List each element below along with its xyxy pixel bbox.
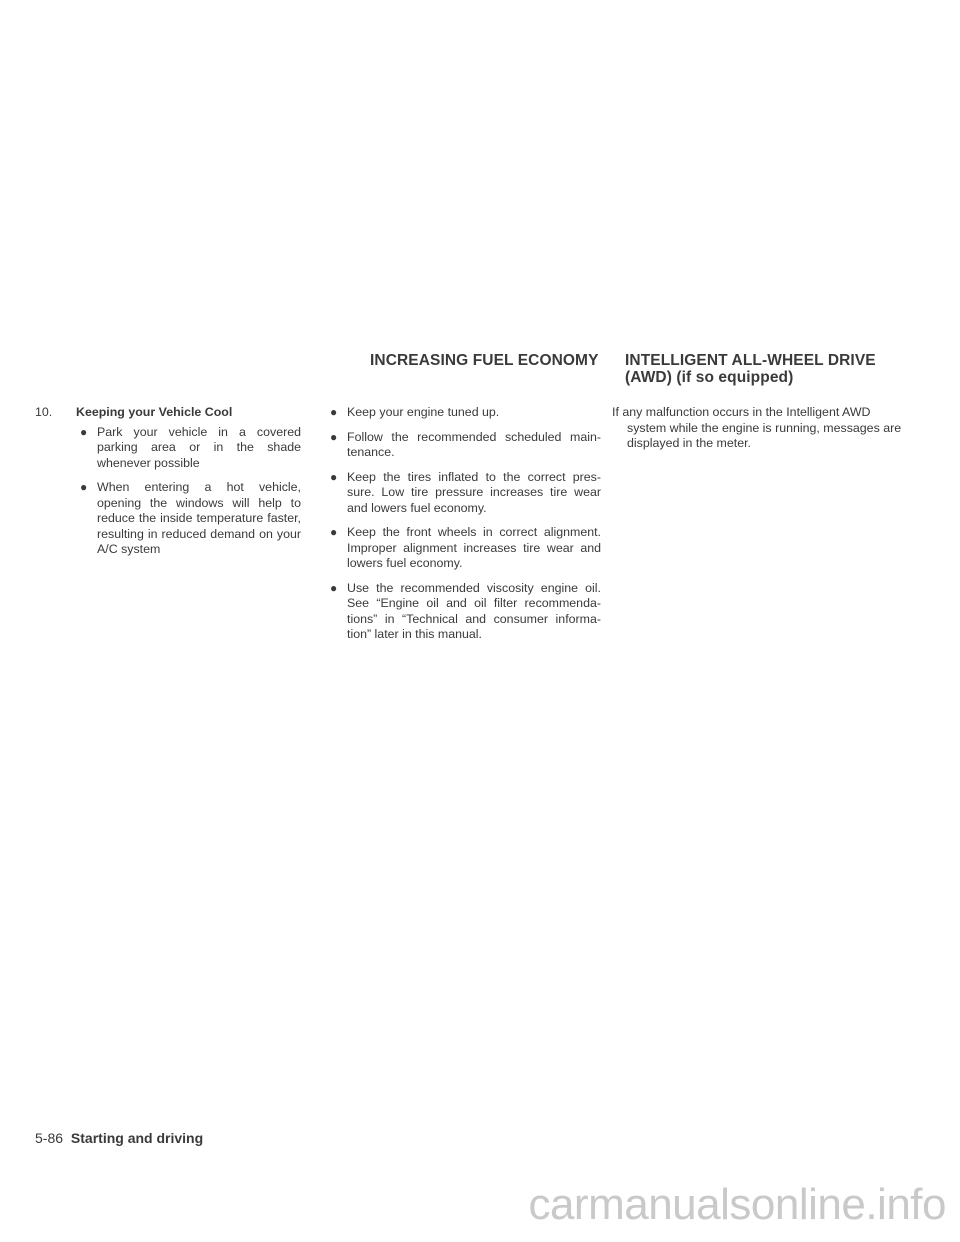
page-footer (35, 1130, 203, 1146)
bullet-icon: ● (330, 525, 338, 539)
page-number: 5-86 (35, 1130, 64, 1146)
heading-text: INCREASING FUEL ECONOMY (370, 352, 599, 369)
bullet-icon: ● (330, 469, 338, 484)
column-keeping-cool (35, 405, 301, 558)
list-item (326, 525, 601, 572)
list-item (326, 430, 601, 461)
column-awd-info (612, 405, 912, 452)
awd-paragraph (612, 405, 912, 452)
list-item (326, 581, 601, 643)
bullet-icon: ● (330, 429, 338, 444)
list-item (326, 470, 601, 517)
paragraph-first-line: If any malfunction occurs in the Intelligent AWD (612, 405, 871, 419)
column-fuel-economy-tips (326, 405, 601, 643)
watermark-logo (528, 1180, 946, 1230)
list-item-text: When entering a hot vehicle, opening the windows will help to reduce the inside temperature faster, resulting in reduced demand on your A/C system (97, 480, 301, 556)
list-item-text: Keep the front wheels in correct alignment. Improper alignment increases tire wear and lowers fuel economy. (347, 525, 601, 570)
heading-intelligent-awd (625, 352, 876, 386)
bullet-icon: ● (330, 405, 338, 419)
heading-line-2: (AWD) (if so equipped) (625, 369, 794, 386)
bullet-icon: ● (330, 580, 338, 595)
list-item (76, 480, 301, 558)
section-title: Starting and driving (70, 1130, 204, 1146)
list-item-text: Park your vehicle in a covered parking area or in the shade whenever possible (97, 424, 301, 470)
bullet-icon: ● (80, 480, 88, 494)
list-item-text: Keep the tires inflated to the correct pres-sure. Low tire pressure increases tire wear and lowers fuel economy. (347, 469, 601, 515)
list-item-text: Follow the recommended scheduled main-tenance. (347, 429, 601, 459)
item-title: Keeping your Vehicle Cool (76, 405, 233, 419)
bullet-icon: ● (80, 424, 88, 439)
item-number: 10. (35, 405, 53, 419)
fuel-tips-list (326, 405, 601, 643)
list-item (76, 425, 301, 472)
paragraph-rest: system while the engine is running, messages are displayed in the meter. (627, 420, 902, 450)
heading-increasing-fuel-economy (370, 352, 599, 369)
heading-line-1: INTELLIGENT ALL-WHEEL DRIVE (625, 352, 876, 369)
list-item-text: Keep your engine tuned up. (347, 405, 500, 419)
numbered-item (35, 405, 301, 421)
list-item-text: Use the recommended viscosity engine oil. See “Engine oil and oil filter recommenda-tions” in “Technical and consumer informa-tion” later in this manual. (347, 580, 601, 641)
cool-tips-list (76, 425, 301, 558)
watermark-text: carmanualsonline.info (528, 1180, 946, 1229)
list-item (326, 405, 601, 421)
